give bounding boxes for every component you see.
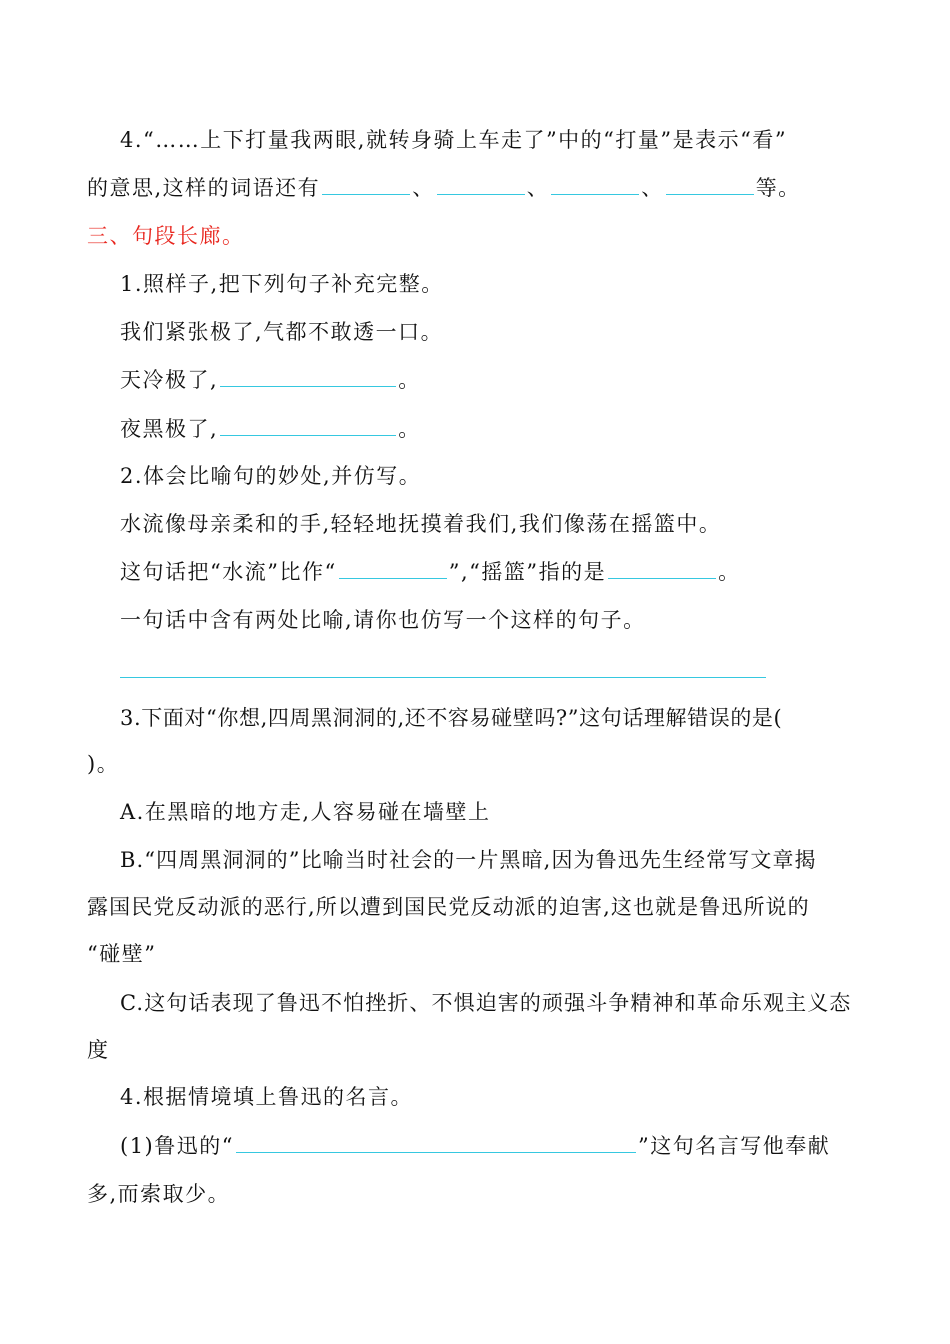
q4-vocab-line2	[87, 172, 801, 204]
q4-quote-item1	[120, 1130, 830, 1162]
q2-fill	[120, 556, 741, 588]
answer-blank-1[interactable]	[322, 172, 410, 195]
q3-option-b-line3: “碰壁”	[87, 942, 157, 966]
q4-quote-prompt: 4.根据情境填上鲁迅的名言。	[120, 1085, 414, 1109]
q1-item2-prefix: 夜黑极了,	[120, 417, 219, 441]
q3-option-b-line1: B.“四周黑洞洞的”比喻当时社会的一片黑暗,因为鲁迅先生经常写文章揭	[120, 848, 817, 872]
answer-blank-q1-1[interactable]	[220, 364, 396, 387]
q1-item1	[120, 364, 421, 396]
separator: 、	[412, 176, 435, 200]
q3-option-c-line1: C.这句话表现了鲁迅不怕挫折、不惧迫害的顽强斗争精神和革命乐观主义态	[120, 991, 852, 1015]
answer-blank-q2-1[interactable]	[339, 556, 447, 579]
q1-item1-end: 。	[398, 368, 421, 392]
q3-prompt-line2: )。	[87, 752, 120, 776]
separator: 、	[641, 176, 664, 200]
q4-quote-item1-suffix: ”这句名言写他奉献	[637, 1134, 831, 1158]
q4-quote-item1-line2: 多,而索取少。	[87, 1182, 231, 1206]
separator: 、	[526, 176, 550, 200]
q2-sentence: 水流像母亲柔和的手,轻轻地抚摸着我们,我们像荡在摇篮中。	[120, 512, 722, 536]
q4-vocab-suffix: 等。	[755, 176, 801, 200]
answer-blank-3[interactable]	[551, 172, 639, 195]
answer-blank-4[interactable]	[666, 172, 754, 195]
q2-imitate: 一句话中含有两处比喻,请你也仿写一个这样的句子。	[120, 608, 646, 632]
q2-fill-a: 这句话把“水流”比作“	[120, 560, 337, 584]
q4-vocab-line1: 4.“……上下打量我两眼,就转身骑上车走了”中的“打量”是表示“看”	[120, 128, 788, 152]
q3-prompt-line1: 3.下面对“你想,四周黑洞洞的,还不容易碰壁吗?”这句话理解错误的是(	[120, 706, 783, 730]
q2-fill-b: ”,“摇篮”指的是	[448, 560, 607, 584]
answer-blank-q1-2[interactable]	[220, 413, 396, 436]
answer-line-q2[interactable]	[120, 677, 766, 678]
q1-prompt: 1.照样子,把下列句子补充完整。	[120, 272, 444, 296]
q1-item2	[120, 413, 421, 445]
q1-item2-end: 。	[398, 417, 421, 441]
q1-example: 我们紧张极了,气都不敢透一口。	[120, 320, 444, 344]
q4-quote-item1-prefix: (1)鲁迅的“	[120, 1134, 234, 1158]
q2-prompt: 2.体会比喻句的妙处,并仿写。	[120, 464, 422, 488]
q4-vocab-prefix: 的意思,这样的词语还有	[87, 176, 321, 200]
q3-option-b-line2: 露国民党反动派的恶行,所以遭到国民党反动派的迫害,这也就是鲁迅所说的	[87, 895, 810, 919]
q2-fill-end: 。	[718, 560, 741, 584]
section-title: 三、句段长廊。	[87, 224, 245, 248]
q1-item1-prefix: 天冷极了,	[120, 368, 219, 392]
answer-blank-q2-2[interactable]	[608, 556, 716, 579]
answer-blank-2[interactable]	[437, 172, 525, 195]
q3-option-a: A.在黑暗的地方走,人容易碰在墙壁上	[120, 800, 491, 824]
answer-blank-q4-quote[interactable]	[236, 1130, 636, 1153]
q3-option-c-line2: 度	[87, 1038, 110, 1062]
